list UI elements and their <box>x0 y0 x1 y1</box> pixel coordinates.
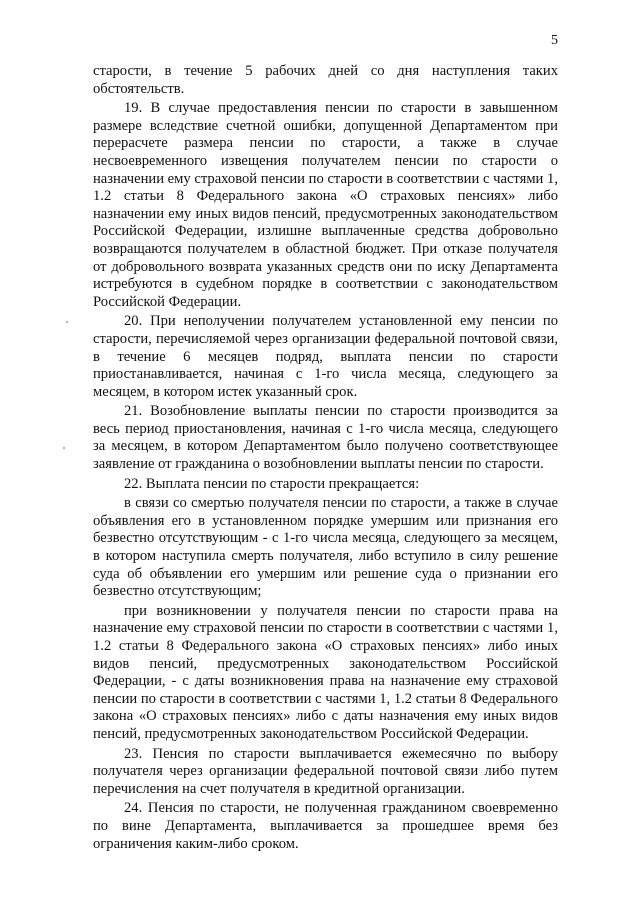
scan-speck <box>63 447 65 449</box>
paragraph-continuation: старости, в течение 5 рабочих дней со дня наступления таких обстоятельств. <box>93 63 558 97</box>
paragraph-24: 24. Пенсия по старости, не полученная гражданином своевременно по вине Департамента, выплачивается за прошедшее время без ограничения каким-либо сроком. <box>93 800 558 852</box>
scan-speck <box>66 321 68 323</box>
paragraph-20: 20. При неполучении получателем установленной ему пенсии по старости, перечисляемой через организации федеральной почтовой связи, в течение 6 месяцев подряд, выплата пенсии по старости приостанавливается, начиная с 1-го числа месяца, следующего за месяцем, в котором истек указанный срок. <box>93 313 558 400</box>
paragraph-22-pension-right-clause: при возникновении у получателя пенсии по старости права на назначение ему страховой пенсии по старости в соответствии с частями 1, 1.2 статьи 8 Федерального закона «О страховых пенсиях» либо иных видов пенсий, предусмотренных законодательством Российской Федерации, - с даты возникновения права на назначение ему страховой пенсии по старости в соответствии с частями 1, 1.2 статьи 8 Федерального закона «О страховых пенсиях» либо с даты назначения ему иных видов пенсий, предусмотренных законодательством Российской Федерации. <box>93 602 558 742</box>
paragraph-21: 21. Возобновление выплаты пенсии по старости производится за весь период приостановления, начиная с 1-го числа месяца, следующего за месяцем, в котором Департаментом было получено соответствующее заявление от гражданина о возобновлении выплаты пенсии по старости. <box>93 403 558 473</box>
paragraph-19: 19. В случае предоставления пенсии по старости в завышенном размере вследствие счетной ошибки, допущенной Департаментом при перерасчете размера пенсии по старости, а также в случае несвоевременного извещения получателем пенсии по старости о назначении ему страховой пенсии по старости в соответствии с частями 1, 1.2 статьи 8 Федерального закона «О страховых пенсиях» либо назначении ему иных видов пенсий, предусмотренных законодательством Российской Федерации, излишне выплаченные средства добровольно возвращаются получателем в областной бюджет. При отказе получателя от добровольного возврата указанных средств они по иску Департамента истребуются в судебном порядке в соответствии с законодательством Российской Федерации. <box>93 100 558 310</box>
paragraph-23: 23. Пенсия по старости выплачивается ежемесячно по выбору получателя через организации федеральной почтовой связи либо путем перечисления на счет получателя в кредитной организации. <box>93 745 558 797</box>
document-body <box>93 63 558 855</box>
paragraph-22-death-clause: в связи со смертью получателя пенсии по старости, а также в случае объявления его в установленном порядке умершим или признания его безвестно отсутствующим - с 1-го числа месяца, следующего за месяцем, в котором наступила смерть получателя, либо вступило в силу решение суда об объявлении его умершим или решение суда о признании его безвестно отсутствующим; <box>93 495 558 600</box>
paragraph-22: 22. Выплата пенсии по старости прекращается: <box>124 475 420 492</box>
page-number: 5 <box>551 33 558 48</box>
